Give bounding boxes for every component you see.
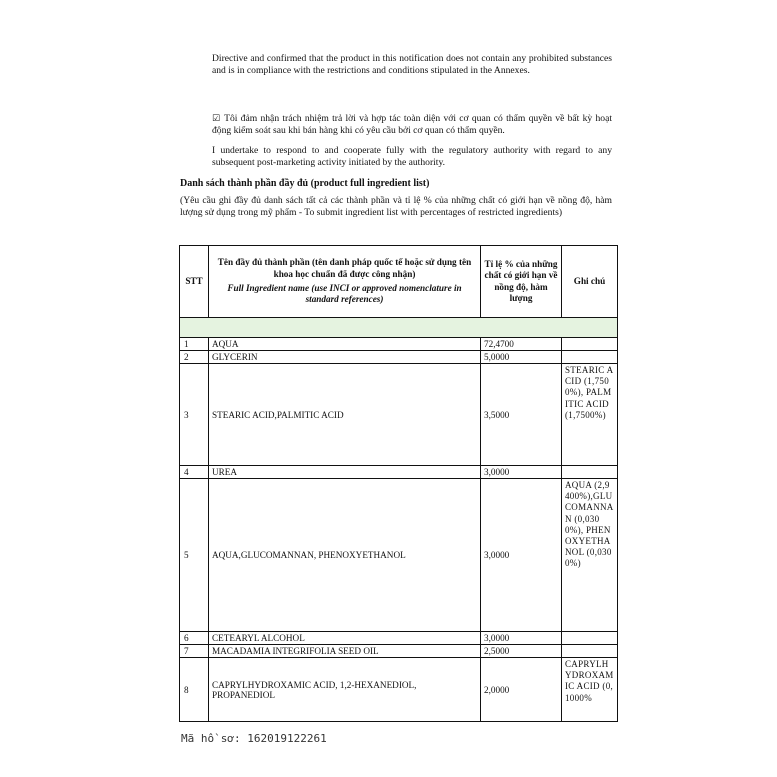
table-row xyxy=(180,351,618,364)
row-ingredient-name: AQUA,GLUCOMANNAN, PHENOXYETHANOL xyxy=(209,479,481,632)
header-ingredient-name xyxy=(209,246,481,318)
table-row xyxy=(180,645,618,658)
table-row xyxy=(180,658,618,722)
row-ratio: 2,0000 xyxy=(481,658,562,722)
responsibility-paragraph-vi xyxy=(212,113,612,138)
table-row xyxy=(180,632,618,645)
table-band-row xyxy=(180,318,618,338)
row-note xyxy=(562,351,618,364)
row-ratio: 72,4700 xyxy=(481,338,562,351)
row-ingredient-name: AQUA xyxy=(209,338,481,351)
row-ratio: 5,0000 xyxy=(481,351,562,364)
row-note xyxy=(562,466,618,479)
compliance-paragraph: Directive and confirmed that the product in this notification does not contain any prohibited substances and is in compliance with the restrictions and conditions stipulated in the Annexes. xyxy=(212,53,612,77)
row-stt: 3 xyxy=(180,364,209,466)
row-ingredient-name: CAPRYLHYDROXAMIC ACID, 1,2-HEXANEDIOL, PROPANEDIOL xyxy=(209,658,481,722)
table-header-row xyxy=(180,246,618,318)
header-note: Ghi chú xyxy=(562,246,618,318)
responsibility-paragraph-en: I undertake to respond to and cooperate fully with the regulatory authority with regard to any subsequent post-marketing activity initiated by the authority. xyxy=(212,145,612,169)
row-ratio: 3,0000 xyxy=(481,479,562,632)
table-row xyxy=(180,479,618,632)
row-stt: 6 xyxy=(180,632,209,645)
responsibility-text-vi: Tôi đảm nhận trách nhiệm trả lời và hợp tác toàn diện với cơ quan có thẩm quyền về bất kỳ hoạt động kiểm soát sau khi bán hàng khi có yêu cầu bởi cơ quan có thẩm quyền. xyxy=(212,113,612,137)
section-heading: Danh sách thành phần đầy đủ (product full ingredient list) xyxy=(180,178,430,189)
row-note: STEARIC ACID (1,7500%), PALMITIC ACID (1,7500%) xyxy=(562,364,618,466)
row-note xyxy=(562,338,618,351)
row-stt: 8 xyxy=(180,658,209,722)
row-note: AQUA (2,9400%),GLUCOMANNAN (0,0300%), PHENOXYETHANOL (0,0300%) xyxy=(562,479,618,632)
row-note xyxy=(562,645,618,658)
row-stt: 2 xyxy=(180,351,209,364)
row-stt: 7 xyxy=(180,645,209,658)
table-row xyxy=(180,364,618,466)
row-stt: 1 xyxy=(180,338,209,351)
ingredient-table xyxy=(179,245,618,722)
row-stt: 5 xyxy=(180,479,209,632)
row-ratio: 3,5000 xyxy=(481,364,562,466)
row-ingredient-name: MACADAMIA INTEGRIFOLIA SEED OIL xyxy=(209,645,481,658)
header-ratio: Tỉ lệ % của những chất có giới hạn về nồng độ, hàm lượng xyxy=(481,246,562,318)
row-ingredient-name: GLYCERIN xyxy=(209,351,481,364)
table-row xyxy=(180,338,618,351)
row-note xyxy=(562,632,618,645)
row-ingredient-name: UREA xyxy=(209,466,481,479)
row-stt: 4 xyxy=(180,466,209,479)
header-stt: STT xyxy=(180,246,209,318)
header-name-en: Full Ingredient name (use INCI or approved nomenclature in standard references) xyxy=(227,283,462,305)
row-ratio: 2,5000 xyxy=(481,645,562,658)
row-ingredient-name: CETEARYL ALCOHOL xyxy=(209,632,481,645)
dossier-code: Mã hồ sơ: 162019122261 xyxy=(181,732,327,745)
checked-checkbox-icon: ☑ xyxy=(212,114,221,124)
row-ratio: 3,0000 xyxy=(481,632,562,645)
row-ratio: 3,0000 xyxy=(481,466,562,479)
row-ingredient-name: STEARIC ACID,PALMITIC ACID xyxy=(209,364,481,466)
header-name-vi: Tên đầy đủ thành phần (tên danh pháp quốc tế hoặc sử dụng tên khoa học chuẩn đã được công nhận) xyxy=(217,257,472,279)
row-note: CAPRYLHYDROXAMIC ACID (0,1000% xyxy=(562,658,618,722)
table-row xyxy=(180,466,618,479)
section-instruction: (Yêu cầu ghi đầy đủ danh sách tất cả các thành phần và tỉ lệ % của những chất có giới hạn về nồng độ, hàm lượng sử dụng trong mỹ phẩm - To submit ingredient list with percentages of restricted ingredients) xyxy=(180,195,612,219)
